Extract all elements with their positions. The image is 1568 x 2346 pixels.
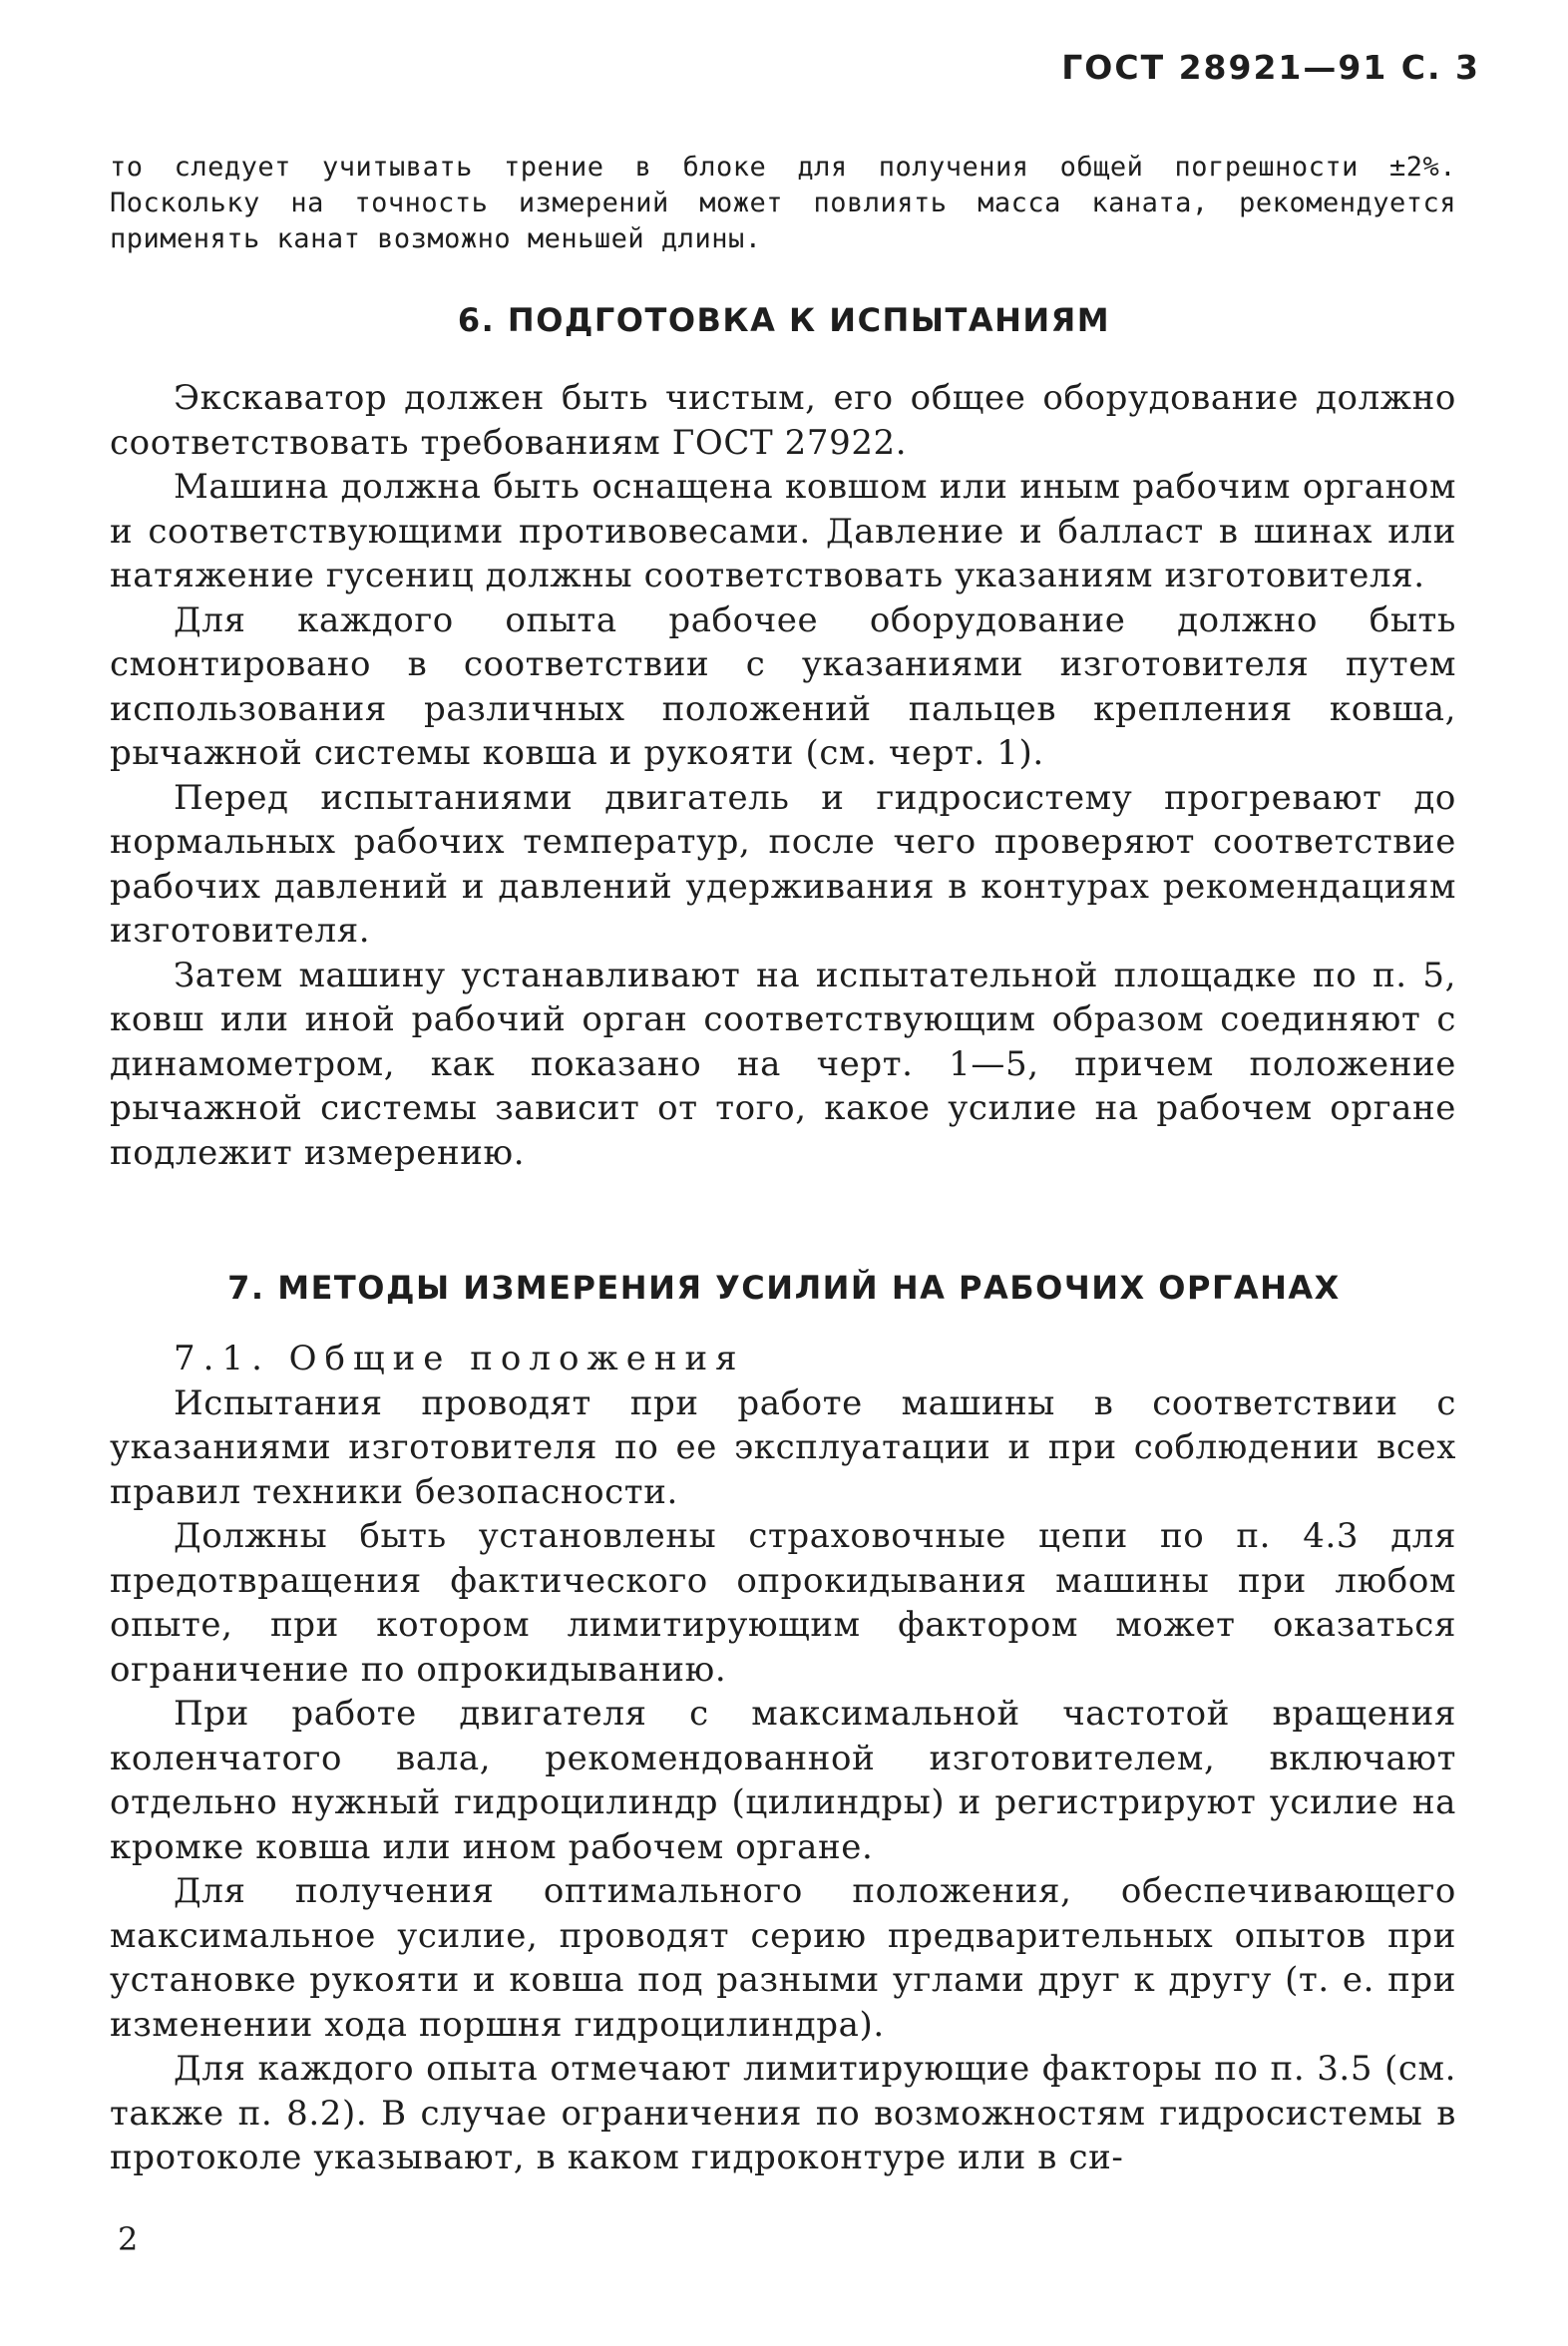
section-6-body (110, 376, 1456, 1175)
subsection-7-1-title: 7.1. Общие положения (174, 1339, 745, 1378)
section-7-paragraph: Для получения оптимального положения, обеспечивающего максимальное усилие, проводят серию предварительных опытов при установке рукояти и ковша под разными углами друг к другу (т. е. при изменении хода поршня гидроцилиндра). (110, 1871, 1456, 2045)
section-7-title: 7. МЕТОДЫ ИЗМЕРЕНИЯ УСИЛИЙ НА РАБОЧИХ ОРГАНАХ (227, 1269, 1341, 1307)
intro-paragraph-block (110, 150, 1456, 257)
section-7-paragraph: Испытания проводят при работе машины в соответствии с указаниями изготовителя по ее эксплуатации и при соблюдении всех правил техники безопасности. (110, 1382, 1456, 1512)
page-number: 2 (118, 2220, 139, 2258)
section-6-paragraph: Машина должна быть оснащена ковшом или иным рабочим органом и соответствующими противовесами. Давление и балласт в шинах или натяжение гусениц должны соответствовать указаниям изготовителя. (110, 467, 1456, 595)
section-7-body (110, 1337, 1456, 2180)
section-6-paragraph: Экскаватор должен быть чистым, его общее оборудование должно соответствовать требованиям ГОСТ 27922. (110, 378, 1456, 463)
intro-paragraph: то следует учитывать трение в блоке для получения общей погрешности ±2%. Поскольку на точность измерений может повлиять масса каната, рекомендуется применять канат возможно меньшей длины. (110, 152, 1456, 254)
section-7-paragraph: Должны быть установлены страховочные цепи по п. 4.3 для предотвращения фактического опрокидывания машины при любом опыте, при котором лимитирующим фактором может оказаться ограничение по опрокидыванию. (110, 1516, 1456, 1690)
section-7-paragraph: При работе двигателя с максимальной частотой вращения коленчатого вала, рекомендованной изготовителем, включают отдельно нужный гидроцилиндр (цилиндры) и регистрируют усилие на кромке ковша или ином рабочем органе. (110, 1694, 1456, 1867)
page-header: ГОСТ 28921—91 С. 3 (1061, 48, 1480, 87)
section-6-paragraph: Затем машину устанавливают на испытательной площадке по п. 5, ковш или иной рабочий орган соответствующим образом соединяют с динамометром, как показано на черт. 1—5, причем положение рычажной системы зависит от того, какое усилие на рабочем органе подлежит измерению. (110, 955, 1456, 1173)
section-6-paragraph: Перед испытаниями двигатель и гидросистему прогревают до нормальных рабочих температур, после чего проверяют соответствие рабочих давлений и давлений удерживания в контурах рекомендациям изготовителя. (110, 777, 1456, 951)
section-7-paragraph: Для каждого опыта отмечают лимитирующие факторы по п. 3.5 (см. также п. 8.2). В случае ограничения по возможностям гидросистемы в протоколе указывают, в каком гидроконтуре или в си- (110, 2049, 1456, 2177)
section-6-title: 6. ПОДГОТОВКА К ИСПЫТАНИЯМ (457, 301, 1111, 339)
section-6-paragraph: Для каждого опыта рабочее оборудование должно быть смонтировано в соответствии с указаниями изготовителя путем использования различных положений пальцев крепления ковша, рычажной системы ковша и рукояти (см. черт. 1). (110, 599, 1456, 773)
